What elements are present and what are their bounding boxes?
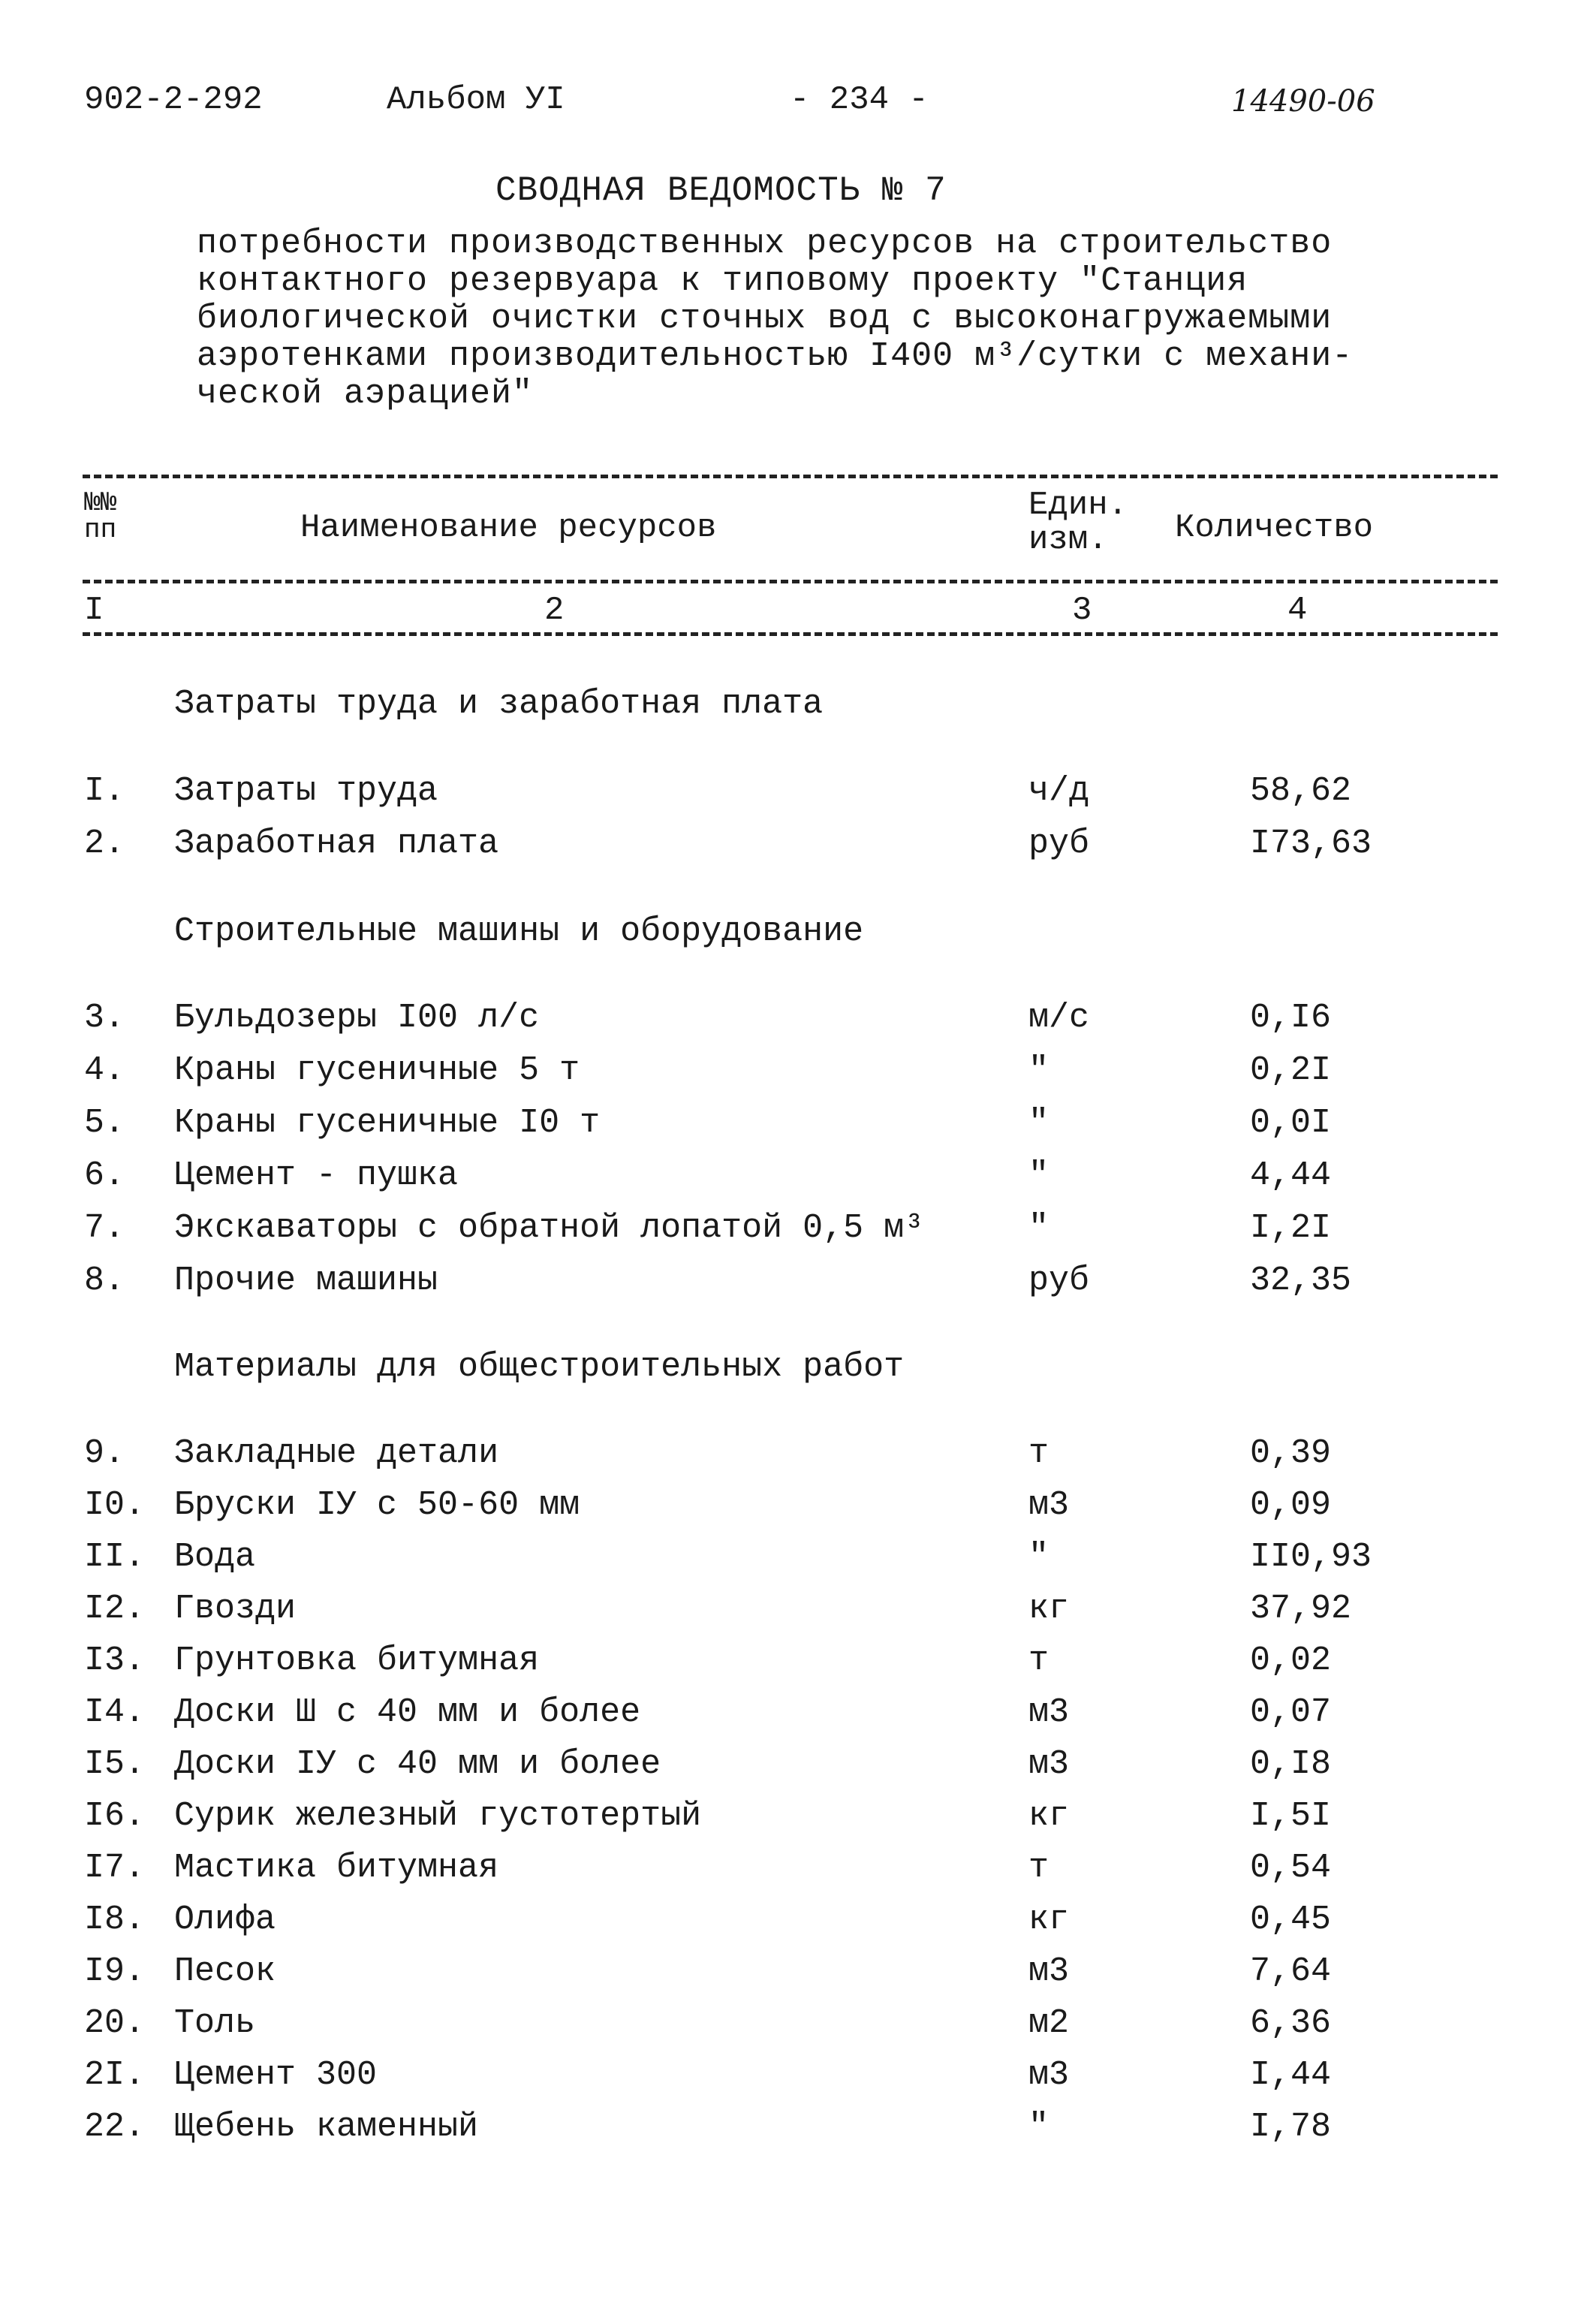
row-name: Сурик железный густотертый [174,1797,702,1835]
row-quantity: 0,0I [1250,1104,1332,1142]
col-number-4: 4 [1287,592,1308,629]
col-header-unit: Един. изм. [1028,487,1128,559]
row-number: 2I. [84,2056,146,2094]
table-header-rule [83,580,1498,583]
row-name: Песок [174,1952,276,1991]
row-quantity: 7,64 [1250,1952,1332,1991]
description-line: потребности производственных ресурсов на строительство [197,225,1333,263]
row-unit: т [1028,1434,1049,1472]
row-quantity: 37,92 [1250,1590,1352,1628]
page-number: - 234 - [790,81,929,119]
row-name: Краны гусеничные I0 т [174,1104,601,1142]
description-line: биологической очистки сточных вод с высоконагружаемыми [197,300,1333,338]
row-name: Цемент 300 [174,2056,378,2094]
row-quantity: I73,63 [1250,824,1372,863]
row-quantity: I,44 [1250,2056,1332,2094]
row-name: Грунтовка битумная [174,1641,540,1680]
row-number: 8. [84,1261,125,1300]
row-quantity: 58,62 [1250,772,1352,810]
row-quantity: I,5I [1250,1797,1332,1835]
description-line: контактного резервуара к типовому проекту "Станция [197,262,1248,300]
row-unit: " [1028,1538,1049,1576]
row-name: Затраты труда [174,772,438,810]
row-quantity: 0,54 [1250,1849,1332,1887]
row-unit: м3 [1028,1486,1070,1524]
description-line: ческой аэрацией" [197,375,534,413]
row-number: 22. [84,2108,146,2146]
row-name: Щебень каменный [174,2108,479,2146]
row-name: Гвозди [174,1590,297,1628]
row-number: 7. [84,1209,125,1247]
row-unit: м3 [1028,1693,1070,1732]
row-number: 2. [84,824,125,863]
row-name: Прочие машины [174,1261,438,1300]
document-description [197,225,1353,413]
row-quantity: I,78 [1250,2108,1332,2146]
row-name: Мастика битумная [174,1849,499,1887]
row-number: 6. [84,1156,125,1195]
row-unit: кг [1028,1900,1070,1939]
section-title-machines: Строительные машины и оборудование [174,912,864,951]
row-quantity: 0,07 [1250,1693,1332,1732]
row-name: Олифа [174,1900,276,1939]
row-unit: кг [1028,1590,1070,1628]
row-unit: м3 [1028,1952,1070,1991]
col-header-qty: Количество [1175,509,1374,547]
row-quantity: 0,09 [1250,1486,1332,1524]
row-unit: т [1028,1641,1049,1680]
row-quantity: 0,45 [1250,1900,1332,1939]
row-name: Толь [174,2004,256,2042]
row-unit: " [1028,1051,1049,1090]
table-colnum-rule [83,632,1498,636]
row-name: Заработная плата [174,824,499,863]
inventory-number: 14490-06 [1231,84,1375,119]
row-number: I6. [84,1797,146,1835]
section-title-labor: Затраты труда и заработная плата [174,685,824,723]
row-name: Доски IУ с 40 мм и более [174,1745,661,1783]
row-name: Вода [174,1538,256,1576]
row-name: Бруски IУ с 50-60 мм [174,1486,580,1524]
row-number: I0. [84,1486,146,1524]
col-number-2: 2 [544,592,565,629]
page-title: СВОДНАЯ ВЕДОМОСТЬ № 7 [495,171,947,210]
row-unit: ч/д [1028,772,1090,810]
row-quantity: 0,39 [1250,1434,1332,1472]
section-title-materials: Материалы для общестроительных работ [174,1348,905,1386]
row-number: I7. [84,1849,146,1887]
row-unit: кг [1028,1797,1070,1835]
row-number: II. [84,1538,146,1576]
row-quantity: 0,2I [1250,1051,1332,1090]
row-unit: м2 [1028,2004,1070,2042]
row-name: Закладные детали [174,1434,499,1472]
col-header-num: №№ пп [84,487,117,545]
row-name: Краны гусеничные 5 т [174,1051,580,1090]
row-quantity: 0,I8 [1250,1745,1332,1783]
row-number: I4. [84,1693,146,1732]
col-number-1: I [84,592,104,629]
row-quantity: 0,02 [1250,1641,1332,1680]
row-unit: т [1028,1849,1049,1887]
row-unit: руб [1028,824,1090,863]
row-name: Доски Ш с 40 мм и более [174,1693,641,1732]
row-number: 4. [84,1051,125,1090]
row-number: 9. [84,1434,125,1472]
row-quantity: 6,36 [1250,2004,1332,2042]
row-number: I9. [84,1952,146,1991]
row-number: I8. [84,1900,146,1939]
row-quantity: 0,I6 [1250,999,1332,1037]
table-top-rule [83,475,1498,478]
row-name: Цемент - пушка [174,1156,459,1195]
row-number: 20. [84,2004,146,2042]
col-header-name: Наименование ресурсов [300,509,717,547]
row-number: I2. [84,1590,146,1628]
document-code: 902-2-292 [84,81,263,119]
album-label: Альбом УI [387,81,565,119]
row-name: Бульдозеры I00 л/с [174,999,540,1037]
row-number: I. [84,772,125,810]
col-number-3: 3 [1072,592,1092,629]
row-unit: " [1028,1104,1049,1142]
row-unit: руб [1028,1261,1090,1300]
row-unit: " [1028,1156,1049,1195]
description-line: аэротенками производительностью I400 м³/сутки с механи- [197,337,1354,375]
row-quantity: II0,93 [1250,1538,1372,1576]
row-unit: м3 [1028,1745,1070,1783]
row-number: 3. [84,999,125,1037]
row-number: 5. [84,1104,125,1142]
row-unit: " [1028,2108,1049,2146]
row-number: I3. [84,1641,146,1680]
row-unit: м/с [1028,999,1090,1037]
row-quantity: I,2I [1250,1209,1332,1247]
row-quantity: 32,35 [1250,1261,1352,1300]
row-unit: " [1028,1209,1049,1247]
row-name: Экскаваторы с обратной лопатой 0,5 м³ [174,1209,925,1247]
row-number: I5. [84,1745,146,1783]
row-unit: м3 [1028,2056,1070,2094]
row-quantity: 4,44 [1250,1156,1332,1195]
